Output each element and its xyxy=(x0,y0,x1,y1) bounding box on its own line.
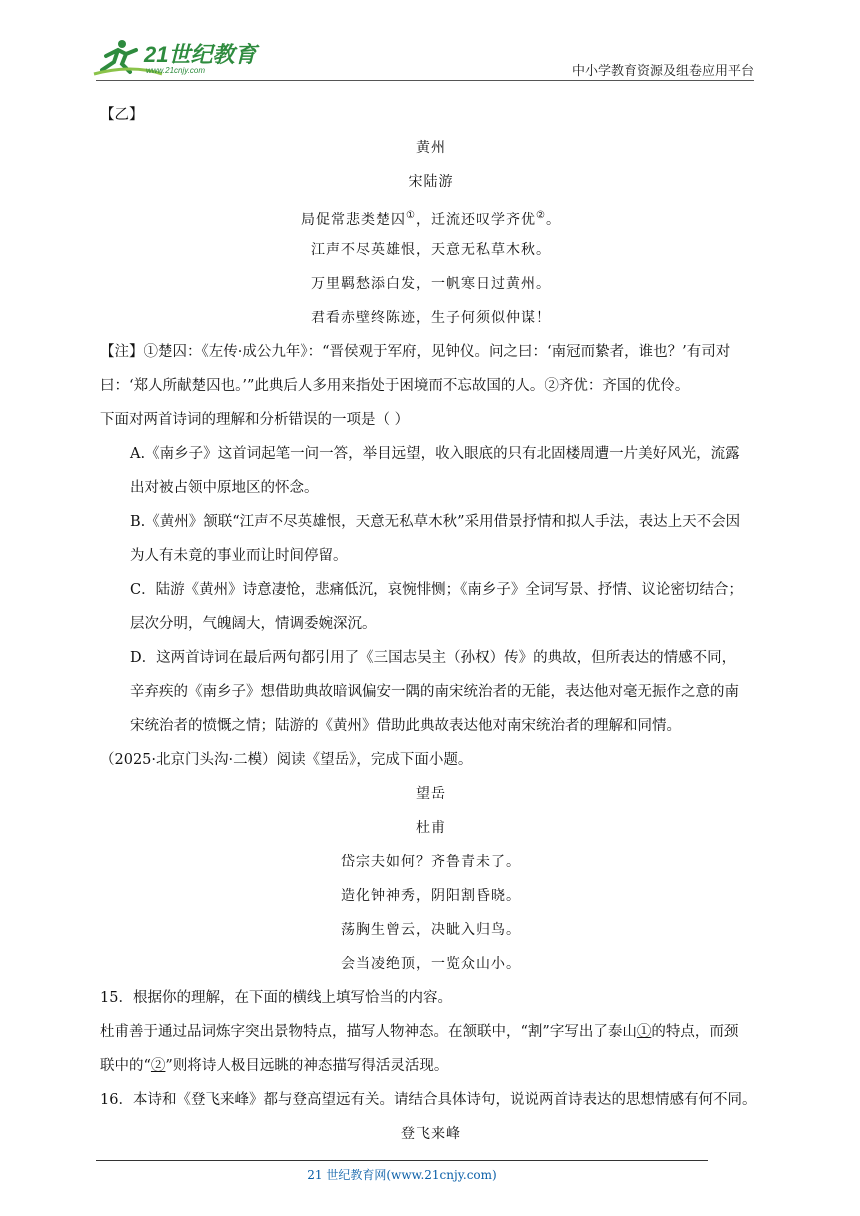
poem2-line1: 岱宗夫如何？齐鲁青未了。 xyxy=(341,854,521,870)
section-label: 【乙】 xyxy=(100,107,144,123)
option-b-line-1: B.《黄州》颔联“江声不尽英雄恨，天意无私草木秋”采用借景抒情和拟人手法，表达上天不会因 xyxy=(130,514,741,530)
poem1-line4: 君看赤壁终陈迹，生子何须似仲谋！ xyxy=(311,310,551,326)
question-16-stem: 16．本诗和《登飞来峰》都与登高望远有关。请结合具体诗句，说说两首诗表达的思想情感有何不同。 xyxy=(100,1092,757,1108)
header-divider xyxy=(96,80,754,81)
option-d-line-3: 宋统治者的愤慨之情；陆游的《黄州》借助此典故表达他对南宋统治者的理解和同情。 xyxy=(130,718,681,734)
option-d-line-2: 辛弃疾的《南乡子》想借助典故暗讽偏安一隅的南宋统治者的无能，表达他对毫无振作之意的南 xyxy=(130,684,739,700)
option-b-line-2: 为人有未竟的事业而让时间停留。 xyxy=(130,548,348,564)
option-c-line-1: C．陆游《黄州》诗意凄怆，悲痛低沉，哀惋悱恻；《南乡子》全词写景、抒情、议论密切结合； xyxy=(130,582,743,598)
blank-2[interactable]: ② xyxy=(150,1058,166,1074)
passage-intro: （2025·北京门头沟·二模）阅读《望岳》，完成下面小题。 xyxy=(100,752,473,768)
question-stem: 下面对两首诗词的理解和分析错误的一项是（ ） xyxy=(100,412,410,428)
question-15-line-2: 联中的“②”则将诗人极目远眺的神态描写得活灵活现。 xyxy=(100,1058,449,1074)
poem1-line1: 局促常悲类楚囚①，迁流还叹学齐优②。 xyxy=(301,210,561,228)
poem2-author: 杜甫 xyxy=(416,820,446,836)
svg-text:www.21cnjy.com: www.21cnjy.com xyxy=(146,66,205,75)
note-line-1: 【注】①楚囚：《左传·成公九年》：“晋侯观于军府，见钟仪。问之曰：‘南冠而絷者，谁也？’有司对 xyxy=(100,344,731,360)
site-logo xyxy=(92,38,262,78)
option-c-line-2: 层次分明，气魄阔大，情调委婉深沉。 xyxy=(130,616,377,632)
poem2-line3: 荡胸生曾云，决眦入归鸟。 xyxy=(341,922,521,938)
poem3-title: 登飞来峰 xyxy=(401,1126,461,1142)
poem2-line4: 会当凌绝顶，一览众山小。 xyxy=(341,956,521,972)
question-15-line-1: 杜甫善于通过品词炼字突出景物特点，描写人物神态。在颔联中，“割”字写出了泰山①的特点，而颈 xyxy=(100,1024,739,1040)
footer-divider xyxy=(96,1160,708,1161)
svg-text:21世纪教育: 21世纪教育 xyxy=(144,42,257,67)
page-header xyxy=(0,0,860,90)
option-a-line-1: A.《南乡子》这首词起笔一问一答，举目远望，收入眼底的只有北固楼周遭一片美好风光，流露 xyxy=(130,446,740,462)
footer-link[interactable]: 21 世纪教育网(www.21cnjy.com) xyxy=(307,1168,497,1182)
option-a-line-2: 出对被占领中原地区的怀念。 xyxy=(130,480,319,496)
note-line-2: 曰：‘郑人所献楚囚也。’”此典后人多用来指处于困境而不忘故国的人。②齐优：齐国的优伶。 xyxy=(100,378,690,394)
poem1-line2: 江声不尽英雄恨，天意无私草木秋。 xyxy=(311,242,551,258)
blank-1[interactable]: ① xyxy=(636,1024,652,1040)
poem1-title: 黄州 xyxy=(416,140,446,156)
poem2-line2: 造化钟神秀，阴阳割昏晓。 xyxy=(341,888,521,904)
option-d-line-1: D．这两首诗词在最后两句都引用了《三国志吴主（孙权）传》的典故，但所表达的情感不同， xyxy=(130,650,737,666)
poem1-author: 宋陆游 xyxy=(408,174,454,190)
poem1-line3: 万里羁愁添白发，一帆寒日过黄州。 xyxy=(311,276,551,292)
poem2-title: 望岳 xyxy=(416,786,446,802)
question-15-stem: 15．根据你的理解，在下面的横线上填写恰当的内容。 xyxy=(100,990,452,1006)
platform-name: 中小学教育资源及组卷应用平台 xyxy=(571,64,754,79)
